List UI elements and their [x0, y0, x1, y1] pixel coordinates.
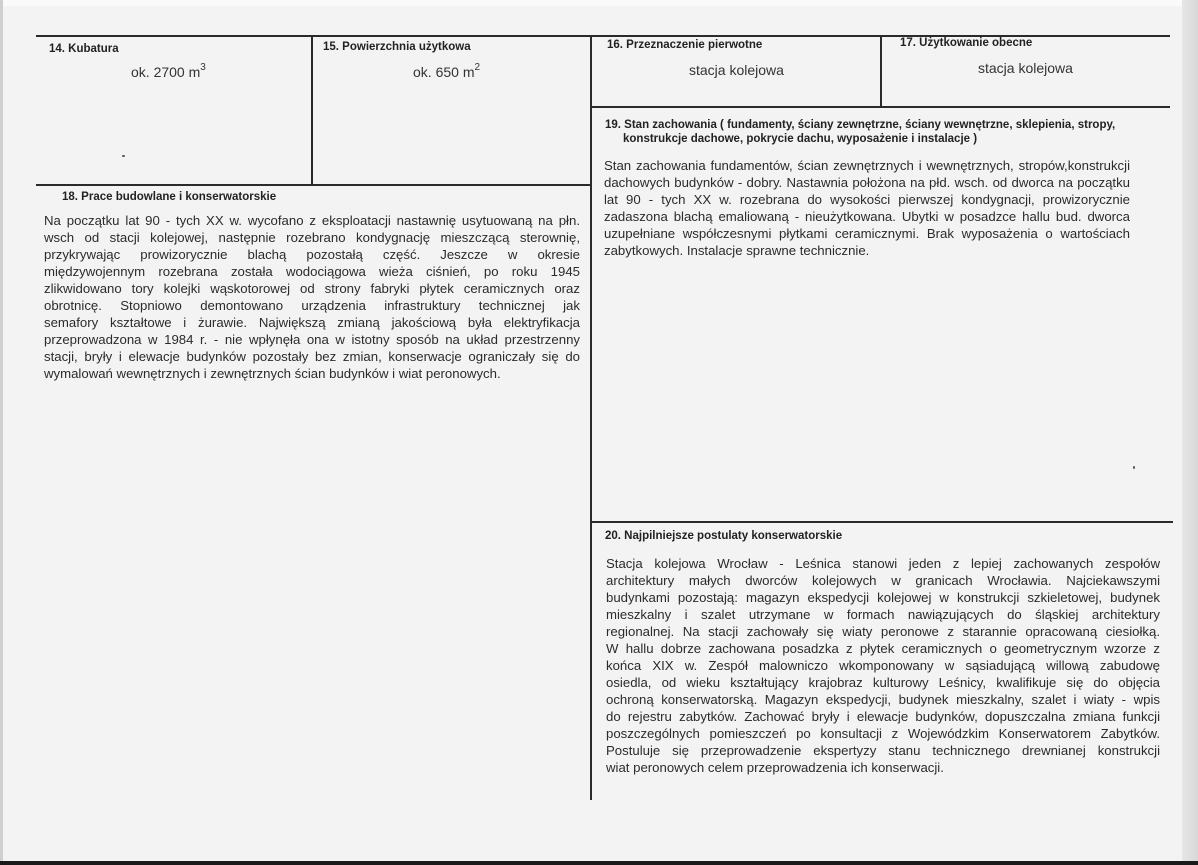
scan-speck: [122, 155, 125, 157]
postulaty-line: do rejestru zabytków. Zachować bryły i elewacje budynków, dopuszczalna zmiana funkcji: [606, 709, 1160, 724]
postulaty-line: W hallu dobrze zachowana posadzka z płytek ceramicznych o geometrycznym wzorze z: [606, 641, 1160, 656]
stan-zachowania-line: zadaszona blachą emaliowaną - nieużytkowana. Ubytki w posadzce hallu bud. dworca: [604, 209, 1130, 224]
paper-edge-bottom: [0, 861, 1198, 865]
scan-speck: [1133, 466, 1135, 469]
przeznaczenie-value: stacja kolejowa: [689, 62, 784, 78]
prace-budowlane-line: międzywojennym rozebrana została wodociągowa wieża ciśnień, po roku 1945: [44, 264, 580, 279]
postulaty-line: ochroną konserwatorską. Magazyn ekspedycji, budynek mieszkalny, szalet i wiaty - wpis: [606, 692, 1160, 707]
postulaty-line: końca XIX w. Zespół malowniczo wkomponowany w sąsiadującą willową zabudowę: [606, 658, 1160, 673]
prace-budowlane-line: przykrywając prowizorycznie blachą pozostałą część. Jeszcze w okresie: [44, 247, 580, 262]
kubatura-number: ok. 2700 m: [131, 64, 201, 80]
powierzchnia-label: 15. Powierzchnia użytkowa: [323, 41, 471, 53]
postulaty-line: architektury małych dworców kolejowych w granicach Wrocławia. Najciekawszymi: [606, 573, 1160, 588]
stan-zachowania-label: 19. Stan zachowania ( fundamenty, ściany zewnętrzne, ściany wewnętrzne, sklepienia, stropy,: [605, 119, 1116, 131]
stan-zachowania-label-cont: konstrukcje dachowe, pokrycie dachu, wyposażenie i instalacje ): [623, 133, 978, 145]
uzytkowanie-label: 17. Użytkowanie obecne: [900, 37, 1033, 49]
powierzchnia-number: ok. 650 m: [413, 64, 475, 80]
rule-above-19: [591, 106, 1170, 108]
prace-budowlane-line: obrotnicę. Stopniowo demontowano urządzenia infrastruktury technicznej jak: [44, 298, 580, 313]
prace-budowlane-line: Na początku lat 90 - tych XX w. wycofano z eksploatacji nastawnię usytuowaną na płn.: [44, 213, 580, 228]
prace-budowlane-line: przeprowadzona w 1984 r. - nie wpłynęła ona w istotny sposób na układ przestrzenny: [44, 332, 580, 347]
postulaty-line: Postuluje się przeprowadzenie ekspertyzy stanu technicznego drewnianej konstrukcji: [606, 743, 1160, 758]
postulaty-line: regionalnej. Na stacji zachowały się wiaty peronowe z starannie opracowaną ciesiołką.: [606, 624, 1160, 639]
uzytkowanie-value: stacja kolejowa: [978, 60, 1073, 76]
postulaty-line: osiedla, od wieku kształtujący krajobraz kulturowy Leśnicy, kwalifikuje się do objęcia: [606, 675, 1160, 690]
stan-zachowania-line: dachowych budynków - dobry. Nastawnia położona na płd. wsch. od dworca na początku: [604, 175, 1130, 190]
postulaty-line: budynkami pozostają: magazyn ekspedycji kolejowej w konstrukcji szkieletowej, budynek: [606, 590, 1160, 605]
paper-edge-left: [0, 0, 3, 865]
stan-zachowania-line: uzupełniane współczesnymi płytkami ceramicznymi. Brak wyposażenia o wartościach: [604, 226, 1130, 241]
kubatura-value: [131, 64, 206, 80]
postulaty-line: Stacja kolejowa Wrocław - Leśnica stanowi jeden z lepiej zachowanych zespołów: [606, 556, 1160, 571]
stan-zachowania-line: zabytkowych. Instalacje sprawne technicznie.: [604, 243, 870, 258]
prace-budowlane-line: stacji, bryły i elewacje budynków pozostały bez zmian, konserwacje ograniczały się do: [44, 349, 580, 364]
divider-16-17: [880, 35, 882, 107]
paper-edge-top: [0, 0, 1198, 6]
divider-main: [590, 35, 592, 800]
postulaty-text: [606, 555, 1160, 776]
postulaty-label: 20. Najpilniejsze postulaty konserwatorskie: [605, 530, 843, 542]
prace-budowlane-line: wymalowań wewnętrznych i zewnętrznych ścian budynków i wiat peronowych.: [44, 366, 501, 381]
prace-budowlane-line: semafory kształtowe i żurawie. Największą zmianą jakościową była elektryfikacja: [44, 315, 580, 330]
stan-zachowania-line: lat 90 - tych XX w. rozebrana do wysokości pierwszej kondygnacji, prowizorycznie: [604, 192, 1130, 207]
divider-14-15: [311, 35, 313, 185]
prace-budowlane-line: wsch od stacji kolejowej, następnie rozebrano kondygnację mieszczącą sterownię,: [44, 230, 580, 245]
paper-edge-right: [1182, 0, 1198, 865]
stan-zachowania-line: Stan zachowania fundamentów, ścian zewnętrznych i wewnętrznych, stropów,konstrukcji: [604, 158, 1130, 173]
powierzchnia-value: [413, 64, 480, 80]
postulaty-line: mieszkalny i szalet utrzymane w formach nawiązujących do śląskiej architektury: [606, 607, 1160, 622]
powierzchnia-unit-superscript: 2: [474, 62, 481, 73]
prace-budowlane-text: [44, 212, 580, 382]
rule-above-20: [591, 521, 1173, 523]
stan-zachowania-text: [604, 157, 1130, 259]
postulaty-line: wiat peronowych celem przeprowadzenia ich konserwacji.: [606, 760, 944, 775]
prace-budowlane-label: 18. Prace budowlane i konserwatorskie: [62, 191, 277, 203]
prace-budowlane-line: zlikwidowano tory kolejki wąskotorowej od strony fabryki płytek ceramicznych oraz: [44, 281, 580, 296]
kubatura-label: 14. Kubatura: [49, 43, 119, 55]
postulaty-line: poszczególnych pomieszczeń po konsultacji z Wojewódzkim Konserwatorem Zabytków.: [606, 726, 1160, 741]
rule-above-18: [36, 184, 591, 186]
kubatura-unit-superscript: 3: [200, 62, 206, 73]
przeznaczenie-label: 16. Przeznaczenie pierwotne: [607, 39, 763, 51]
